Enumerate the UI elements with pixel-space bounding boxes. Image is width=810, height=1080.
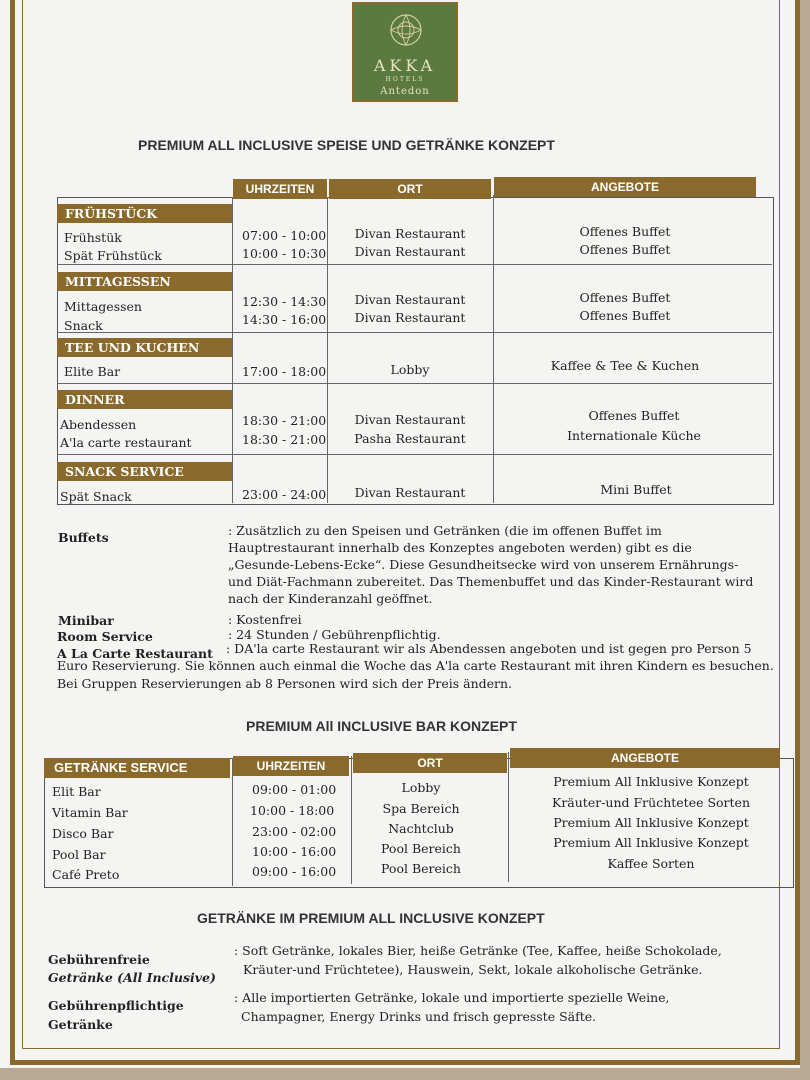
table-cell: Kaffee & Tee & Kuchen [550,358,700,373]
table-cell: Abendessen [60,417,137,432]
table-cell: Snack [64,318,103,333]
logo-location: Antedon [380,86,430,97]
table-cell: Spät Frühstück [64,248,162,263]
buffets-text: : Zusätzlich zu den Speisen und Getränken (die im offenen Buffet im Hauptrestaurant innerhalb des Konzeptes angeboten werden) gibt es die „Gesunde-Lebens-Ecke“. Diese Gesundheitsecke wird von unserem Ernährungs- und Diät-Fachmann zubereitet. Das Themenbuffet und das Kinder-Restaurant wird nach der Kinderanzahl geöffnet. [228,523,754,606]
table-cell: Lobby [401,780,441,795]
table-cell: A'la carte restaurant [60,435,192,450]
alacarte-text: : DA'la carte Restaurant wir als Abendessen angeboten und ist gegen pro Person 5 [226,641,752,656]
alacarte-line3: Bei Gruppen Reservierungen ab 8 Personen wird sich der Preis ändern. [57,676,513,691]
table-cell: 23:00 - 02:00 [252,824,337,839]
table-cell: 18:30 - 21:00 [242,413,327,428]
table-cell: 10:00 - 16:00 [252,844,337,859]
table-cell: Divan Restaurant [354,412,466,427]
table-cell: Divan Restaurant [354,485,466,500]
food-col-time: UHRZEITEN [233,179,327,199]
bar-col-service: GETRÄNKE SERVICE [44,758,230,778]
section-dinner: DINNER [57,390,232,409]
hotel-logo [352,2,458,102]
free-drinks-text-2: Kräuter-und Früchtetee), Hauswein, Sekt, lokale alkoholische Getränke. [243,962,703,977]
section-fruehstueck: FRÜHSTÜCK [57,204,232,223]
bar-col-time: UHRZEITEN [233,756,349,776]
table-cell: Vitamin Bar [52,805,128,820]
table-cell: Pool Bar [52,847,106,862]
bar-col-offer: ANGEBOTE [510,748,780,768]
table-cell: Lobby [390,362,430,377]
paid-drinks-label-2: Getränke [48,1017,113,1032]
table-cell: Pasha Restaurant [354,431,466,446]
food-col-place: ORT [329,179,491,199]
logo-hotels: HOTELS [385,76,425,83]
paid-drinks-text: : Alle importierten Getränke, lokale und importierte spezielle Weine, [234,990,670,1005]
table-cell: Premium All Inklusive Konzept [553,835,749,850]
table-cell: Elite Bar [64,364,121,379]
table-cell: Offenes Buffet [579,242,671,257]
minibar-text: : Kostenfrei [228,612,302,627]
table-cell: Premium All Inklusive Konzept [553,774,749,789]
table-cell: Pool Bereich [381,861,461,876]
table-cell: Spät Snack [60,489,132,504]
section-snack-service: SNACK SERVICE [57,462,232,481]
table-cell: Offenes Buffet [579,224,671,239]
alacarte-line2: Euro Reservierung. Sie können auch einmal die Woche das A'la carte Restaurant mit ihren Kindern es besuchen. [57,658,774,673]
bar-col-place: ORT [353,753,507,773]
table-cell: Divan Restaurant [354,226,466,241]
buffets-label: Buffets [58,530,109,545]
table-cell: 09:00 - 16:00 [252,864,337,879]
table-cell: Café Preto [52,867,120,882]
table-cell: Offenes Buffet [588,408,680,423]
table-cell: Spa Bereich [382,801,460,816]
minibar-label: Minibar [58,613,114,628]
table-cell: Kaffee Sorten [607,856,695,871]
table-cell: 10:00 - 18:00 [250,803,335,818]
table-cell: 14:30 - 16:00 [242,312,327,327]
table-cell: Frühstük [64,230,122,245]
free-drinks-text: : Soft Getränke, lokales Bier, heiße Getränke (Tee, Kaffee, heiße Schokolade, [234,943,722,958]
free-drinks-label: Gebührenfreie [48,952,150,967]
table-cell: 07:00 - 10:00 [242,228,327,243]
logo-brand: AKKA [373,56,437,75]
table-cell: Divan Restaurant [354,244,466,259]
bar-heading: PREMIUM All INCLUSIVE BAR KONZEPT [246,718,517,734]
room-service-label: Room Service [57,629,153,644]
paid-drinks-text-2: Champagner, Energy Drinks und frisch gepresste Säfte. [241,1009,597,1024]
table-cell: Divan Restaurant [354,292,466,307]
table-cell: Mittagessen [64,299,142,314]
table-cell: Divan Restaurant [354,310,466,325]
table-cell: 12:30 - 14:30 [242,294,327,309]
table-cell: Internationale Küche [567,428,701,443]
table-cell: 23:00 - 24:00 [242,487,327,502]
table-cell: Pool Bereich [381,841,461,856]
table-cell: Disco Bar [52,826,114,841]
table-cell: Mini Buffet [600,482,672,497]
table-cell: 10:00 - 10:30 [242,246,327,261]
table-cell: Premium All Inklusive Konzept [553,815,749,830]
table-cell: Kräuter-und Früchtetee Sorten [551,795,750,810]
table-cell: Offenes Buffet [579,290,671,305]
food-heading: PREMIUM ALL INCLUSIVE SPEISE UND GETRÄNKE KONZEPT [138,137,555,153]
paid-drinks-label: Gebührenpflichtige [48,998,184,1013]
table-cell: Elit Bar [52,784,101,799]
section-mittagessen: MITTAGESSEN [57,272,232,291]
ornament-icon [388,12,424,48]
room-service-text: : 24 Stunden / Gebührenpflichtig. [228,627,441,642]
table-cell: 18:30 - 21:00 [242,432,327,447]
table-cell: Offenes Buffet [579,308,671,323]
table-cell: 09:00 - 01:00 [252,782,337,797]
free-drinks-label-2: Getränke (All Inclusive) [48,970,216,985]
alacarte-label: A La Carte Restaurant [57,646,213,661]
section-tee-kuchen: TEE UND KUCHEN [57,338,232,357]
drinks-heading: GETRÄNKE IM PREMIUM ALL INCLUSIVE KONZEPT [197,910,545,926]
table-cell: 17:00 - 18:00 [242,364,327,379]
food-col-offer: ANGEBOTE [494,177,756,197]
table-cell: Nachtclub [388,821,454,836]
